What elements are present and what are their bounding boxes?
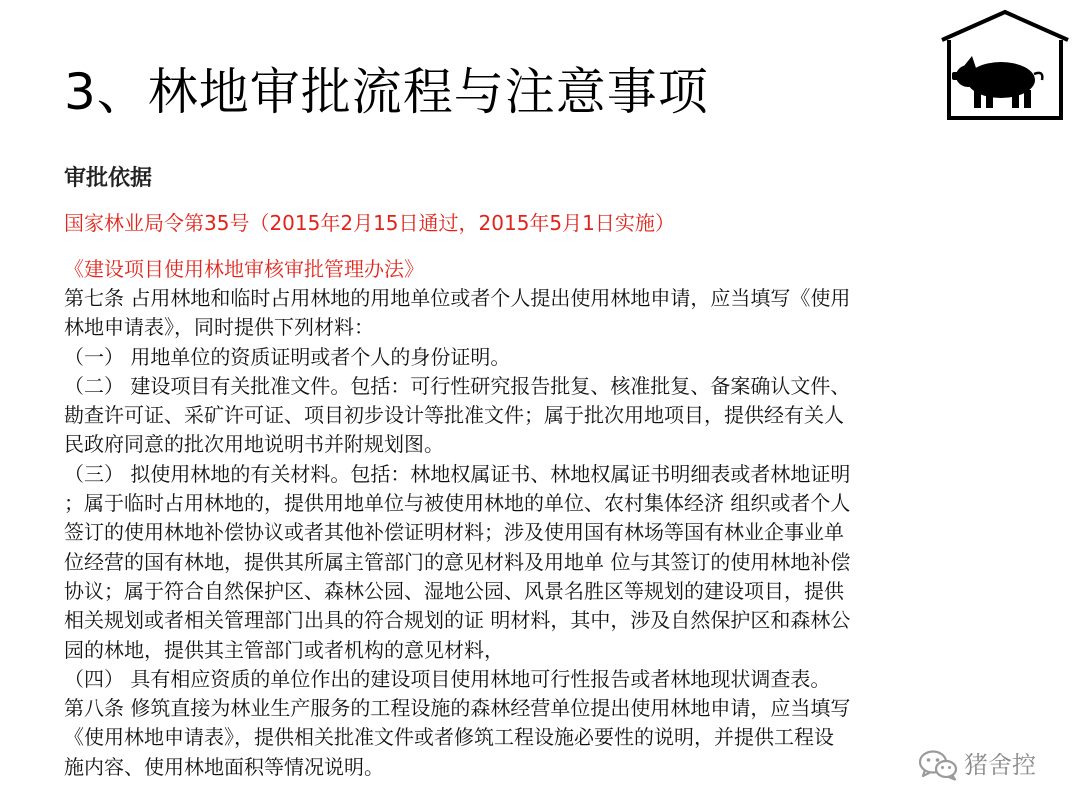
body-line: ；属于临时占用林地的，提供用地单位与被使用林地的单位、农村集体经济 组织或者个人 (64, 491, 851, 516)
watermark-text: 猪舍控 (964, 751, 1036, 779)
wechat-icon (918, 749, 958, 781)
body-line: （二） 建设项目有关批准文件。包括：可行性研究报告批复、核准批复、备案确认文件、 (64, 373, 851, 398)
section-heading: 审批依据 (64, 166, 153, 191)
body-line: 施内容、使用林地面积等情况说明。 (64, 754, 384, 779)
pig-house-icon (938, 8, 1072, 120)
body-line: 民政府同意的批次用地说明书并附规划图。 (64, 432, 444, 457)
body-line: 协议；属于符合自然保护区、森林公园、湿地公园、风景名胜区等规划的建设项目，提供 (64, 578, 844, 603)
body-line: 勘查许可证、采矿许可证、项目初步设计等批准文件；属于批次用地项目，提供经有关人 (64, 403, 844, 428)
regulation-title: 《建设项目使用林地审核审批管理办法》 (64, 257, 424, 281)
body-line: 第七条 占用林地和临时占用林地的用地单位或者个人提出使用林地申请，应当填写《使用 (64, 286, 851, 310)
slide-title: 3、林地审批流程与注意事项 (64, 63, 709, 121)
body-line: 林地申请表》，同时提供下列材料： (64, 315, 374, 340)
body-line: （一） 用地单位的资质证明或者个人的身份证明。 (64, 344, 511, 369)
watermark (918, 748, 1036, 782)
body-line: 《使用林地申请表》，提供相关批准文件或者修筑工程设施必要性的说明，并提供工程设 (64, 725, 834, 750)
body-line: （三） 拟使用林地的有关材料。包括：林地权属证书、林地权属证书明细表或者林地证明 (64, 461, 851, 486)
body-line: （四） 具有相应资质的单位作出的建设项目使用林地可行性报告或者林地现状调查表。 (64, 666, 831, 691)
decree-line: 国家林业局令第35号（2015年2月15日通过，2015年5月1日实施） (64, 211, 675, 235)
body-line: 第八条 修筑直接为林业生产服务的工程设施的森林经营单位提出使用林地申请，应当填写 (64, 696, 851, 721)
body-line: 园的林地，提供其主管部门或者机构的意见材料， (64, 637, 504, 662)
body-line: 签订的使用林地补偿协议或者其他补偿证明材料；涉及使用国有林场等国有林业企事业单 (64, 520, 844, 545)
body-line: 位经营的国有林地，提供其所属主管部门的意见材料及用地单 位与其签订的使用林地补偿 (64, 549, 851, 574)
body-line: 相关规划或者相关管理部门出具的符合规划的证 明材料，其中，涉及自然保护区和森林公 (64, 608, 851, 633)
body-text (64, 284, 1019, 782)
